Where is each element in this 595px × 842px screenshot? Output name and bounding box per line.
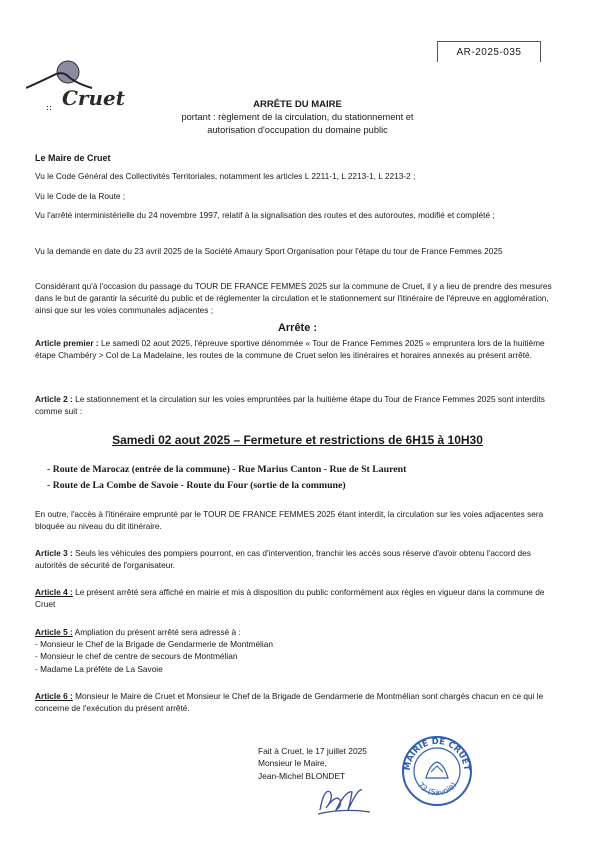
svg-text:MAIRIE DE CRUET: MAIRIE DE CRUET bbox=[402, 736, 472, 772]
article-5-label: Article 5 : bbox=[35, 627, 73, 637]
route-2: - Route de La Combe de Savoie - Route du Four (sortie de la commune) bbox=[47, 480, 346, 491]
title-line-2: portant : règlement de la circulation, du stationnement et bbox=[181, 112, 414, 122]
en-outre: En outre, l'accès à l'itinéraire emprunté par le TOUR DE FRANCE FEMMES 2025 étant interdit, la circulation sur les voies adjacentes sera bloquée au niveau du dit itinéraire. bbox=[35, 509, 544, 532]
signature-block bbox=[258, 745, 367, 782]
article-2 bbox=[35, 393, 560, 417]
document-title bbox=[0, 98, 595, 137]
logo-text: Cruet bbox=[62, 86, 125, 110]
mairie-stamp bbox=[400, 734, 474, 808]
considerant: Considérant qu'à l'occasion du passage du TOUR DE FRANCE FEMMES 2025 sur la commune de Cruet, il y a lieu de prendre des mesures dans le but de garantir la sécurité du public et de réglementer la circulation et le stationnement sur l'itinéraire de l'épreuve en agglomération, ainsi que sur les voies communales adjacentes ; bbox=[35, 281, 552, 316]
article-2-label: Article 2 : bbox=[35, 394, 73, 404]
article-3 bbox=[35, 547, 560, 571]
article-2-text: Le stationnement et la circulation sur les voies empruntées par la huitième étape du Tour de France Femmes 2025 sont interdits comme suit : bbox=[35, 394, 545, 417]
article-1-label: Article premier : bbox=[35, 338, 99, 348]
title-line-3: autorisation d'occupation du domaine public bbox=[207, 125, 388, 135]
article-6-text: Monsieur le Maire de Cruet et Monsieur le Chef de la Brigade de Gendarmerie de Montmélian sont chargés chacun en ce qui le concerne de l'exécution du présent arrêté. bbox=[35, 691, 544, 714]
issuer: Le Maire de Cruet bbox=[35, 153, 111, 163]
signature-role: Monsieur le Maire, bbox=[258, 758, 327, 769]
title-line-1: ARRÊTE DU MAIRE bbox=[253, 99, 342, 110]
vu-1: Vu le Code Général des Collectivités Territoriales, notamment les articles L 2211-1, L 2213-1, L 2213-2 ; bbox=[35, 171, 416, 181]
handwritten-signature bbox=[314, 780, 374, 820]
article-1 bbox=[35, 337, 560, 361]
signature-name: Jean-Michel BLONDET bbox=[258, 770, 346, 781]
article-3-text: Seuls les véhicules des pompiers pourront, en cas d'intervention, franchir les accès sous réserve d'avoir obtenu l'accord des autorités de sécurité de l'organisateur. bbox=[35, 548, 531, 571]
route-1: - Route de Marocaz (entrée de la commune) - Rue Marius Canton - Rue de St Laurent bbox=[47, 464, 407, 475]
svg-text:73 (Savoie): 73 (Savoie) bbox=[415, 780, 459, 798]
reference-number: AR-2025-035 bbox=[437, 41, 541, 62]
schedule-heading: Samedi 02 aout 2025 – Fermeture et restrictions de 6H15 à 10H30 bbox=[112, 433, 483, 447]
article-1-text: Le samedi 02 aout 2025, l'épreuve sportive dénommée « Tour de France Femmes 2025 » empruntera lors de la huitième étape Chambéry > Col de La Madelaine, les routes de la commune de Cruet selon les itinéraires et horaires annexés au présent arrêté. bbox=[35, 338, 545, 361]
article-6-label: Article 6 : bbox=[35, 691, 73, 701]
article-5-text: Ampliation du présent arrêté sera adressé à : bbox=[72, 627, 241, 637]
vu-4: Vu la demande en date du 23 avril 2025 de la Société Amaury Sport Organisation pour l'étape du tour de France Femmes 2025 bbox=[35, 246, 503, 256]
article-5-item: - Monsieur le Chef de la Brigade de Gendarmerie de Montmélian bbox=[35, 639, 273, 650]
article-4 bbox=[35, 586, 560, 610]
article-4-text: Le présent arrêté sera affiché en mairie et mis à disposition du public conformément aux règles en vigueur dans la commune de Cruet bbox=[35, 587, 545, 610]
svg-text:::: :: bbox=[46, 103, 53, 113]
vu-3: Vu l'arrêté interministérielle du 24 novembre 1997, relatif à la signalisation des routes et des autoroutes, modifié et complété ; bbox=[35, 210, 495, 220]
arrete-heading: Arrête : bbox=[277, 322, 318, 334]
article-5 bbox=[35, 626, 560, 675]
article-5-item: - Monsieur le chef de centre de secours de Montmélian bbox=[35, 651, 238, 662]
article-5-item: - Madame La préfète de La Savoie bbox=[35, 663, 163, 674]
article-4-label: Article 4 : bbox=[35, 587, 73, 597]
article-6 bbox=[35, 690, 560, 714]
signature-place-date: Fait à Cruet, le 17 juillet 2025 bbox=[258, 746, 367, 756]
article-3-label: Article 3 : bbox=[35, 548, 73, 558]
vu-2: Vu le Code de la Route ; bbox=[35, 191, 126, 201]
